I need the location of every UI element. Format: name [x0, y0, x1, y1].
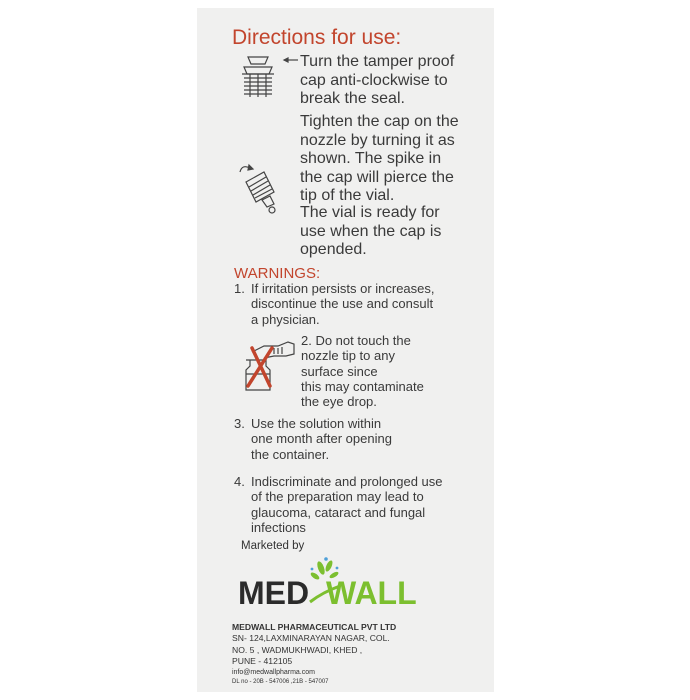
direction-step-3 — [300, 204, 485, 260]
warning-line: one month after opening — [251, 431, 392, 447]
company-name: MEDWALL PHARMACEUTICAL PVT LTD — [232, 622, 397, 632]
drug-licence-text: DL no - 20B - 547006 ,21B - 547007 — [232, 678, 329, 685]
logo-text-med: MED — [238, 575, 310, 611]
step3-line: opended. — [300, 241, 367, 258]
step2-line: Tighten the cap on the — [300, 113, 459, 130]
step2-line: shown. The spike in — [300, 150, 442, 167]
step2-line: the cap will pierce the — [300, 168, 454, 186]
step2-line: tip of the vial. — [300, 187, 395, 204]
warning-number: 3. — [234, 416, 245, 431]
step1-line: cap anti-clockwise to — [300, 71, 448, 89]
warning-line: discontinue the use and consult — [251, 296, 434, 312]
address-line: SN- 124,LAXMINARAYAN NAGAR, COL. — [232, 633, 390, 643]
warning-line: Use the solution within — [251, 416, 382, 431]
warning-line: surface since — [301, 363, 378, 379]
warning-line: the eye drop. — [301, 394, 377, 410]
warning-3 — [234, 416, 479, 462]
email-text: info@medwallpharma.com — [232, 668, 315, 676]
direction-step-2 — [300, 113, 485, 206]
warning-line: nozzle tip to any — [301, 348, 395, 364]
address-line: PUNE - 412105 — [232, 656, 293, 666]
warning-line: If irritation persists or increases, — [251, 281, 435, 296]
warning-line: the container. — [251, 446, 330, 462]
warning-line: this may contaminate — [301, 378, 424, 394]
do-not-touch-icon — [238, 334, 298, 394]
warning-number: 1. — [234, 281, 245, 296]
warning-line: a physician. — [251, 311, 320, 327]
warnings-heading: WARNINGS: — [234, 265, 321, 282]
warning-4 — [234, 474, 479, 535]
directions-heading: Directions for use: — [232, 26, 402, 49]
nozzle-spike-icon — [236, 160, 286, 215]
warning-line: Indiscriminate and prolonged use — [251, 474, 443, 489]
warning-line: infections — [251, 519, 306, 535]
direction-step-1 — [300, 53, 485, 109]
warning-line: of the preparation may lead to — [251, 489, 424, 505]
warning-2 — [301, 333, 481, 409]
warning-line: 2. Do not touch the — [301, 333, 411, 348]
warning-1 — [234, 281, 479, 327]
step2-line: nozzle by turning it as — [300, 131, 455, 149]
tamper-cap-icon — [236, 52, 301, 107]
step1-line: Turn the tamper proof — [300, 53, 455, 70]
warning-line: glaucoma, cataract and fungal — [251, 504, 426, 520]
company-info — [232, 622, 487, 687]
step1-line: break the seal. — [300, 90, 405, 107]
medwall-logo — [238, 556, 418, 616]
warning-number: 4. — [234, 474, 245, 489]
step3-line: The vial is ready for — [300, 204, 440, 221]
logo-text-wall: WALL — [326, 575, 417, 611]
address-line: NO. 5 , WADMUKHWADI, KHED , — [232, 644, 363, 655]
marketed-by-label: Marketed by — [241, 540, 305, 552]
step3-line: use when the cap is — [300, 222, 442, 240]
